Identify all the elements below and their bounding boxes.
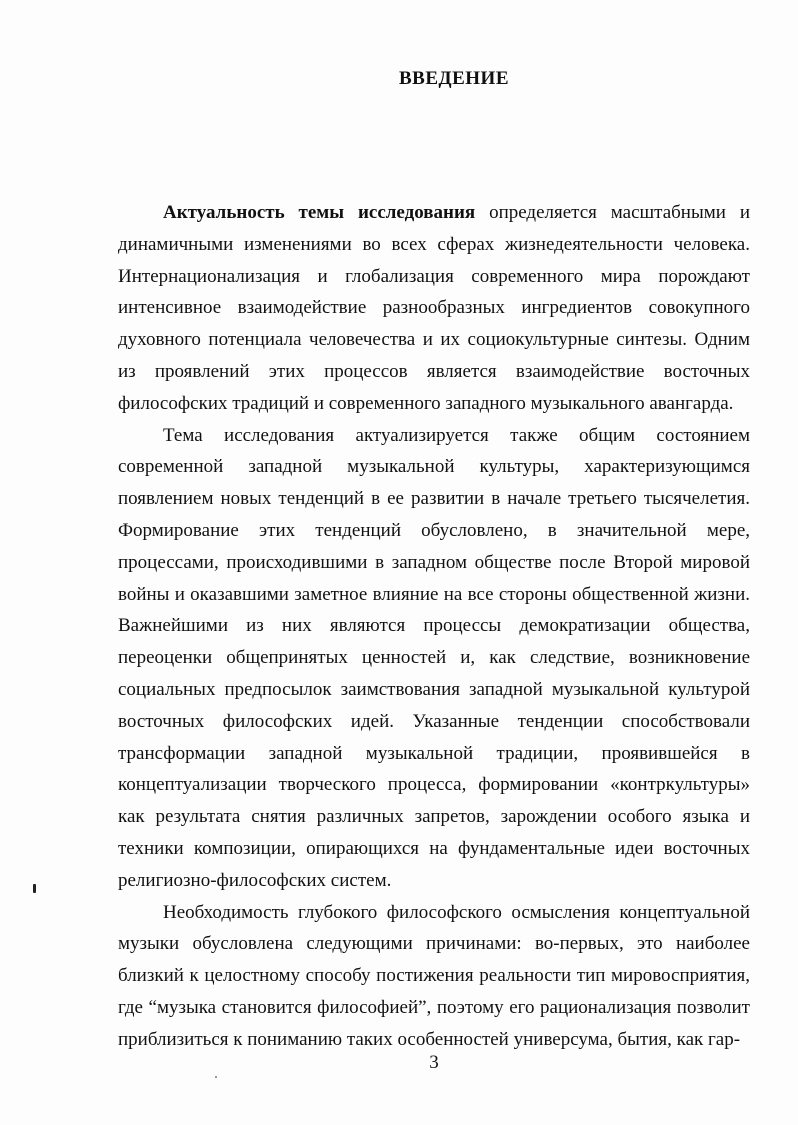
scan-speck xyxy=(215,1076,217,1078)
paragraph-text: Необходимость глубокого философского осмысления концептуальной музыки обусловлена следующими причинами: во-первых, это наиболее близкий к целостному способу постижения реальности тип мировосприятия, где “музыка становится философией”, поэтому его рационализация позволит приблизиться к пониманию таких особенностей универсума, бытия, как гар- xyxy=(118,901,750,1050)
paragraph-necessity xyxy=(118,897,750,1056)
paragraph-topic xyxy=(118,420,750,897)
paragraph-relevance xyxy=(118,197,750,420)
paragraph-text: определяется масштабными и динамичными изменениями во всех сферах жизнедеятельности человека. Интернационализация и глобализация современного мира порождают интенсивное взаимодействие разнообразных ингредиентов совокупного духовного потенциала человечества и их социокультурные синтезы. Одним из проявлений этих процессов является взаимодействие восточных философских традиций и современного западного музыкального авангарда. xyxy=(118,202,750,414)
page-number: 3 xyxy=(429,1052,439,1073)
margin-ink-mark xyxy=(33,884,36,893)
paragraph-text: Тема исследования актуализируется также общим состоянием современной западной музыкальной культуры, характеризующимся появлением новых тенденций в ее развитии в начале третьего тысячелетия. Формирование этих тенденций обусловлено, в значительной мере, процессами, происходившими в западном обществе после Второй мировой войны и оказавшими заметное влияние на все стороны общественной жизни. Важнейшими из них являются процессы демократизации общества, переоценки общепринятых ценностей и, как следствие, возникновение социальных предпосылок заимствования западной музыкальной культурой восточных философских идей. Указанные тенденции способствовали трансформации западной музыкальной традиции, проявившейся в концептуализации творческого процесса, формировании «контркультуры» как результата снятия различных запретов, зарождении особого языка и техники композиции, опирающихся на фундаментальные идеи восточных религиозно-философских систем. xyxy=(118,424,750,891)
paragraph-lead-bold: Актуальность темы исследования xyxy=(163,202,476,223)
document-body xyxy=(118,197,750,1056)
page-title: ВВЕДЕНИЕ xyxy=(399,68,509,89)
